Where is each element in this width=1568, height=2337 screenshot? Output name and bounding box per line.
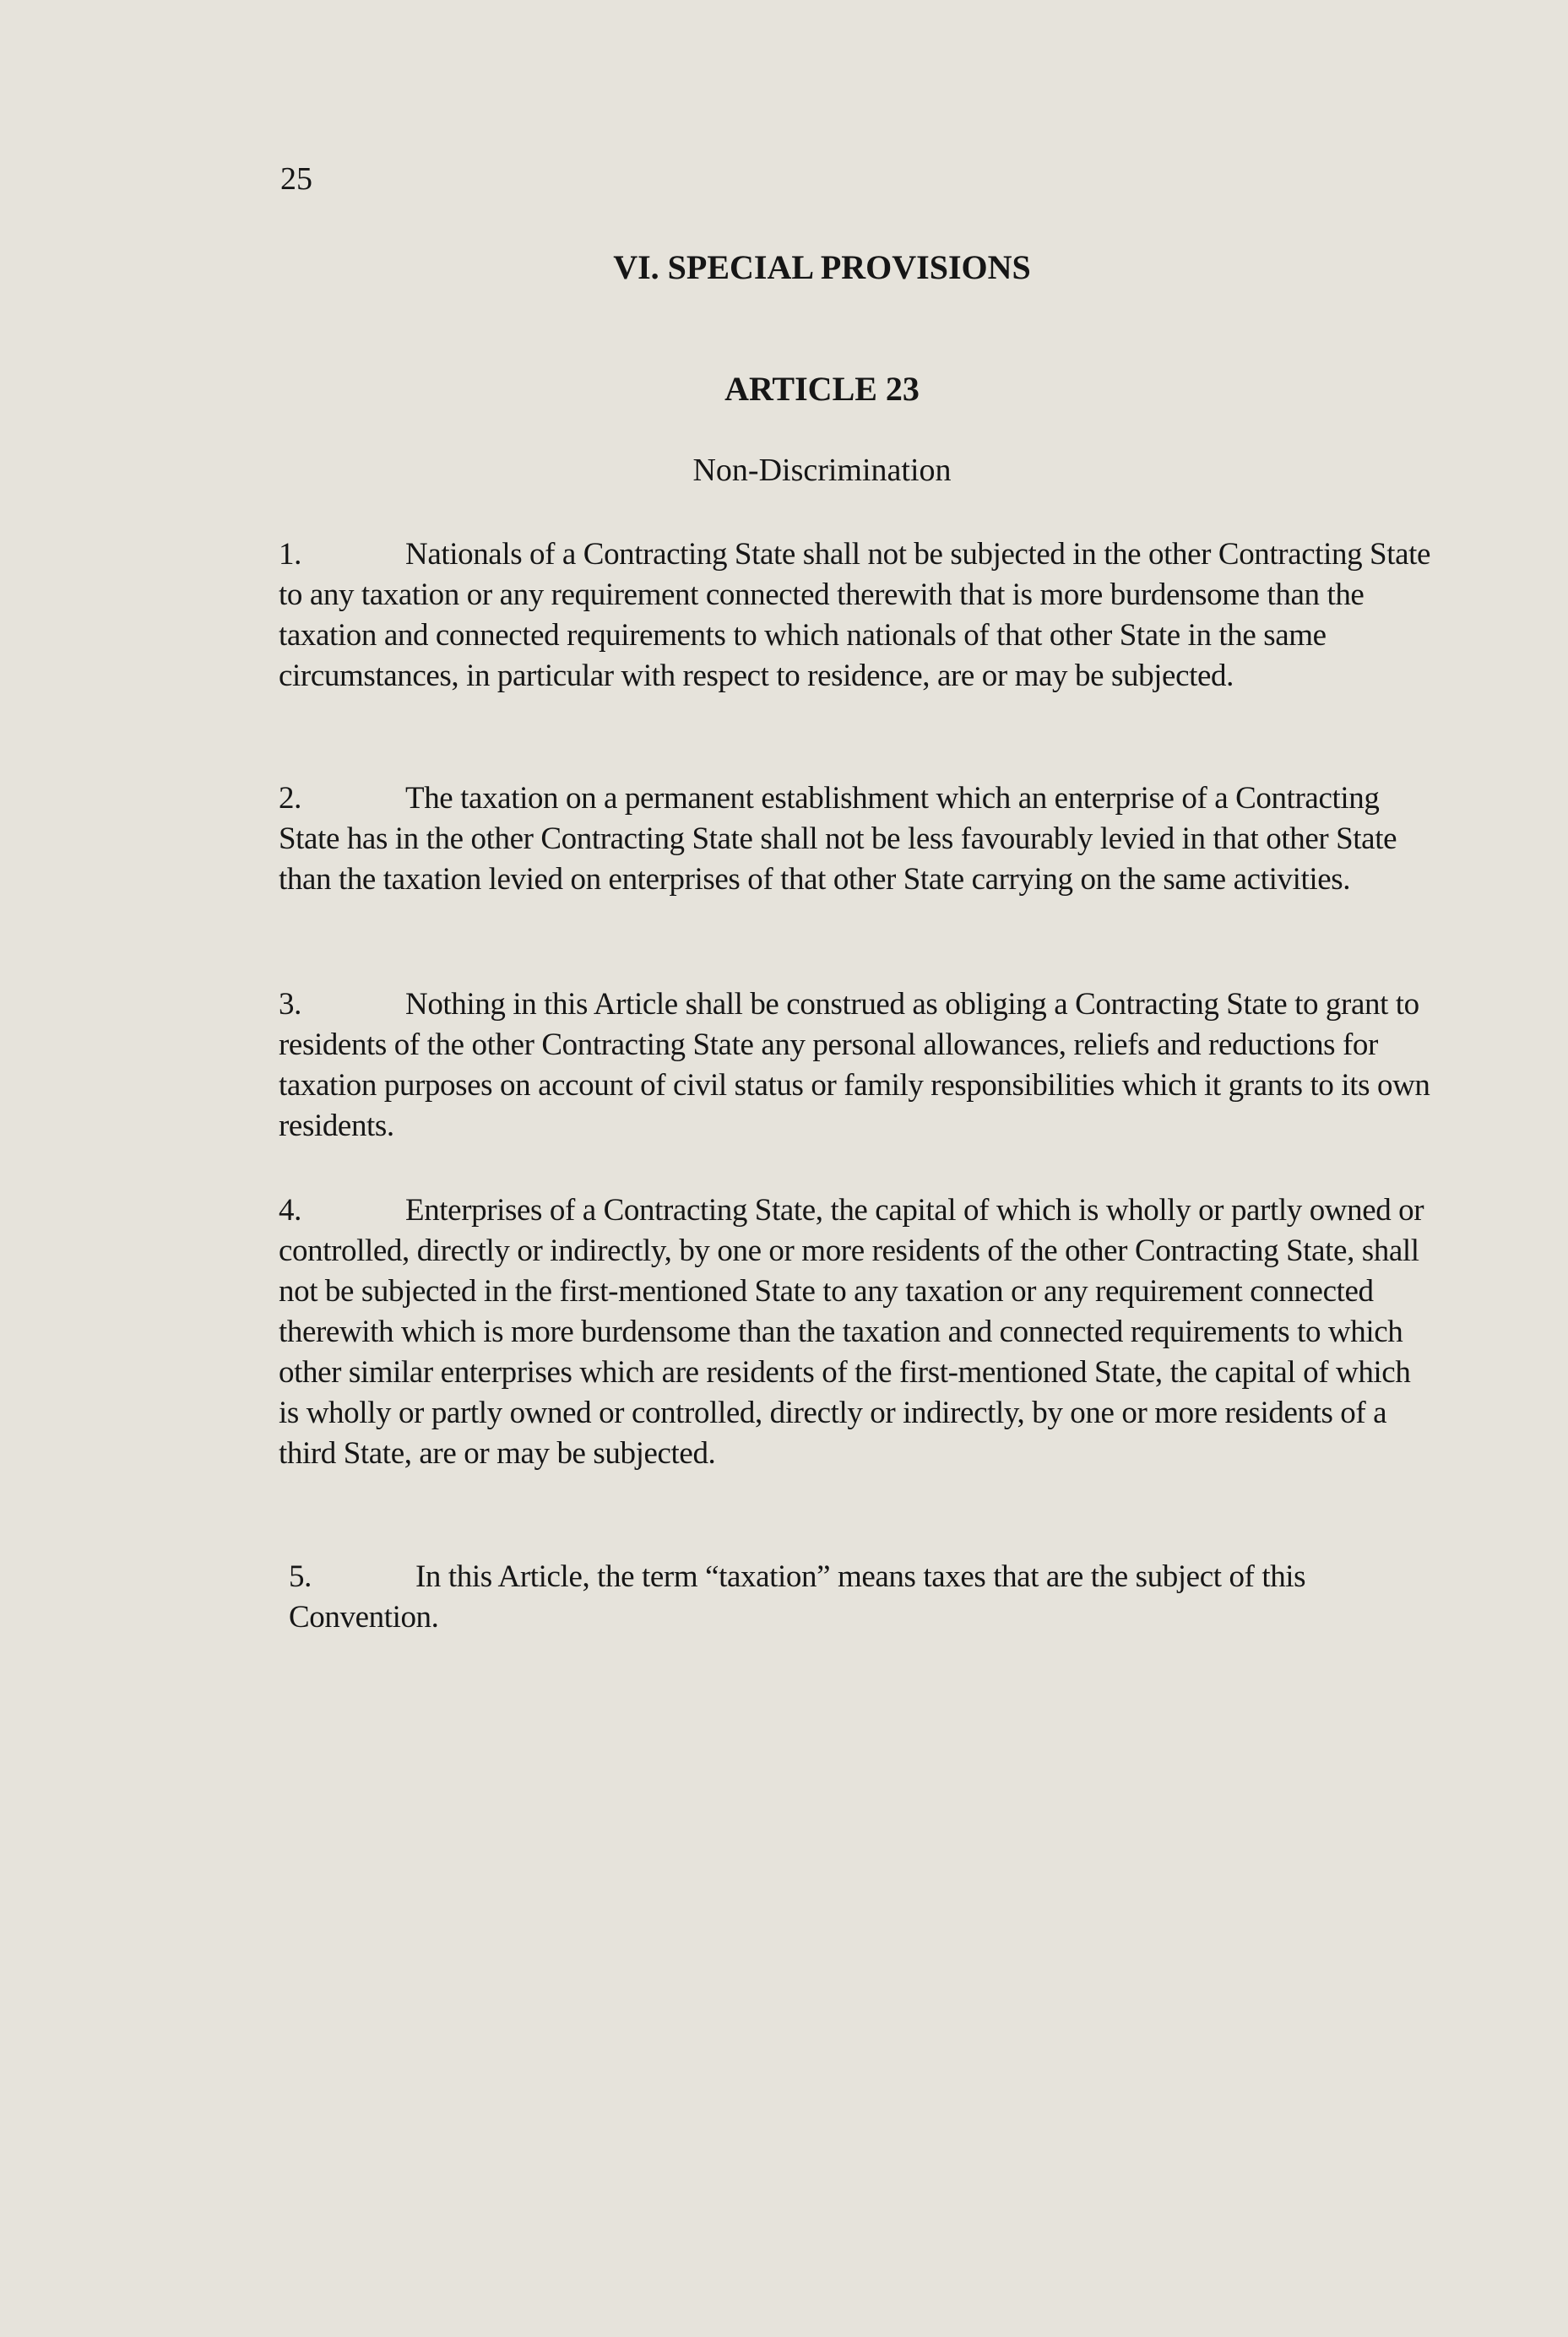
- paragraph-number: 3.: [279, 987, 301, 1022]
- paragraph-number: 2.: [279, 781, 301, 816]
- paragraph-text: Nothing in this Article shall be construed as obliging a Contracting State to grant to residents of the other Contracting State any personal allowances, reliefs and reductions for taxation purposes on account of civil status or family responsibilities which it grants to its own residents.: [279, 987, 1430, 1143]
- paragraph-number: 5.: [289, 1559, 312, 1594]
- page-number: 25: [280, 161, 312, 197]
- paragraph-1: [279, 534, 1435, 697]
- article-subtitle: Non-Discrimination: [692, 453, 952, 488]
- paragraph-3: [279, 984, 1435, 1147]
- paragraph-text: The taxation on a permanent establishment which an enterprise of a Contracting State has in the other Contracting State shall not be less favourably levied in that other State than the taxation levied on enterprises of that other State carrying on the same activities.: [279, 781, 1397, 897]
- paragraph-number: 1.: [279, 537, 301, 572]
- article-title: ARTICLE 23: [724, 370, 920, 408]
- paragraph-text: Enterprises of a Contracting State, the capital of which is wholly or partly owned or controlled, directly or indirectly, by one or more residents of the other Contracting State, shall not be subjected in the first-mentioned State to any taxation or any requirement connected therewith which is more burdensome than the taxation and connected requirements to which other similar enterprises which are residents of the first-mentioned State, the capital of which is wholly or partly owned or controlled, directly or indirectly, by one or more residents of a third State, are or may be subjected.: [279, 1193, 1424, 1471]
- paragraph-5: [289, 1557, 1437, 1638]
- paragraph-number: 4.: [279, 1193, 301, 1228]
- paragraph-text: In this Article, the term “taxation” means taxes that are the subject of this Convention.: [289, 1559, 1306, 1635]
- paragraph-text: Nationals of a Contracting State shall not be subjected in the other Contracting State to any taxation or any requirement connected therewith that is more burdensome than the taxation and connected requirements to which nationals of that other State in the same circumstances, in particular with respect to residence, are or may be subjected.: [279, 537, 1431, 693]
- paragraph-2: [279, 778, 1435, 900]
- section-title: VI. SPECIAL PROVISIONS: [613, 248, 1031, 286]
- paragraph-4: [279, 1190, 1435, 1474]
